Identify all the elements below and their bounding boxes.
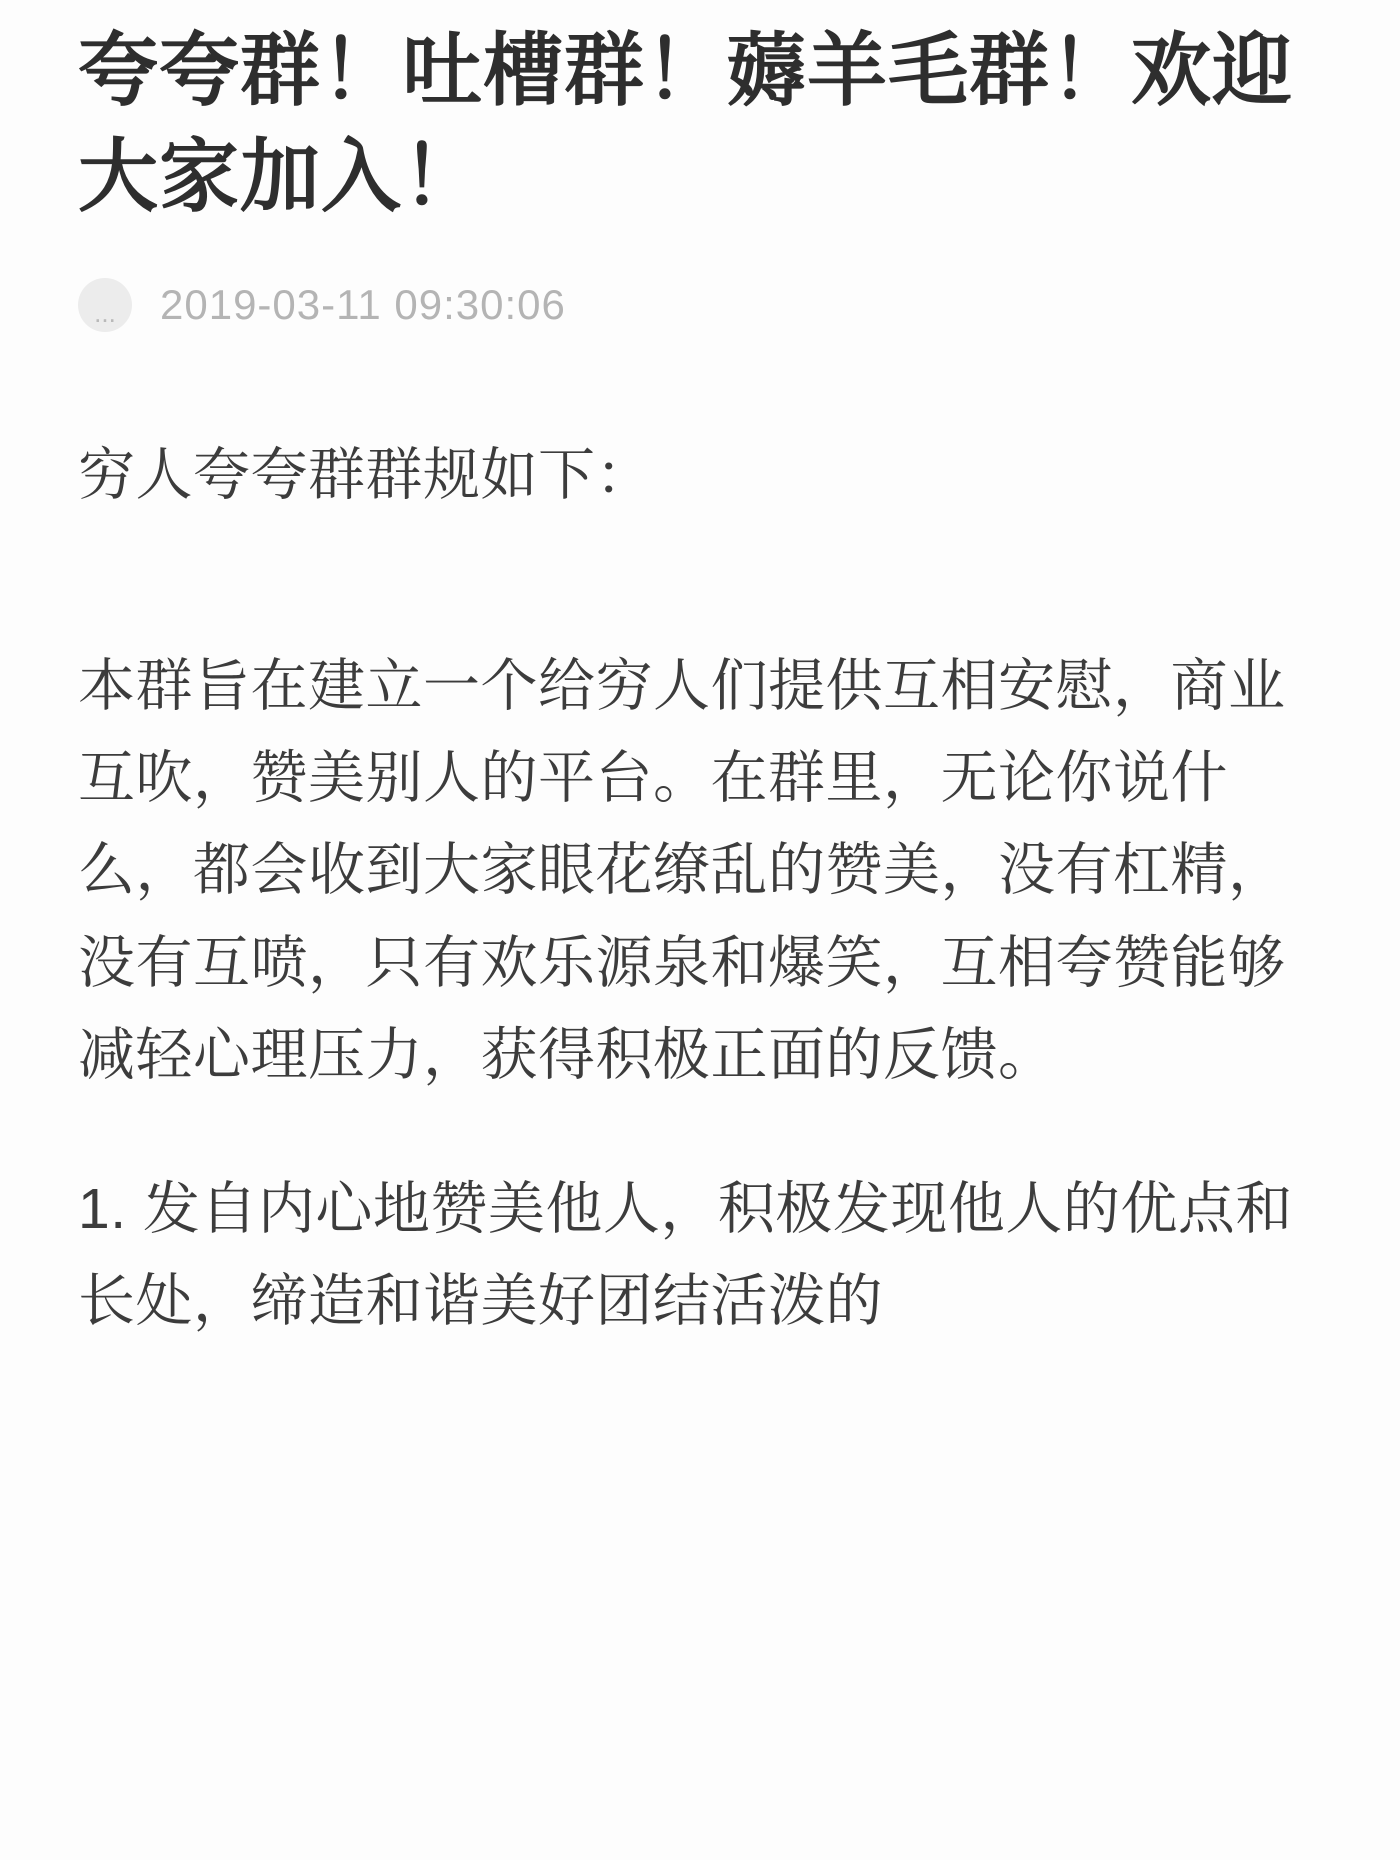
avatar[interactable]: ... [78, 278, 132, 332]
publish-timestamp: 2019-03-11 09:30:06 [160, 281, 566, 329]
article-meta [78, 277, 1310, 333]
article-body [78, 429, 1310, 1348]
paragraph-rule-1: 1. 发自内心地赞美他人，积极发现他人的优点和长处，缔造和谐美好团结活泼的 [78, 1177, 1293, 1334]
paragraph-description: 本群旨在建立一个给穷人们提供互相安慰，商业互吹，赞美别人的平台。在群里，无论你说什么，都会收到大家眼花缭乱的赞美，没有杠精，没有互喷，只有欢乐源泉和爆笑，互相夸赞能够减轻心理压力，获得积极正面的反馈。 [78, 653, 1286, 1087]
page-title: 夸夸群！吐槽群！薅羊毛群！欢迎大家加入！ [78, 26, 1293, 221]
paragraph-intro: 穷人夸夸群群规如下： [78, 443, 653, 508]
